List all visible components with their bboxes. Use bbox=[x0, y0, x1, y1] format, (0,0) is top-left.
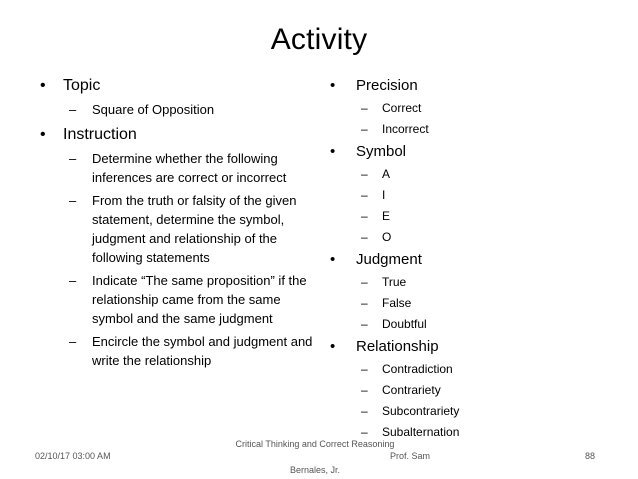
relationship-item bbox=[330, 403, 560, 420]
dash-icon: – bbox=[361, 383, 368, 397]
dash-icon: – bbox=[361, 404, 368, 418]
instruction-text: Indicate “The same proposition” if the relationship came from the same symbol and the same judgment bbox=[92, 273, 307, 326]
relationship-text: Contrariety bbox=[382, 383, 441, 397]
instruction-text: Determine whether the following inferences are correct or incorrect bbox=[92, 151, 287, 185]
relationship-item bbox=[330, 361, 560, 378]
bullet-icon: • bbox=[330, 338, 336, 355]
relationship-text: Contradiction bbox=[382, 362, 453, 376]
footer-date: 02/10/17 03:00 AM bbox=[35, 451, 111, 461]
bullet-icon: • bbox=[40, 77, 46, 94]
dash-icon: – bbox=[361, 362, 368, 376]
symbol-item bbox=[330, 229, 560, 246]
dash-icon: – bbox=[361, 275, 368, 289]
judgment-label: Judgment bbox=[356, 251, 422, 268]
bullet-topic bbox=[40, 76, 320, 96]
judgment-text: Doubtful bbox=[382, 317, 427, 331]
instruction-item bbox=[40, 332, 320, 370]
precision-label: Precision bbox=[356, 77, 418, 94]
precision-item bbox=[330, 121, 560, 138]
dash-icon: – bbox=[69, 334, 77, 349]
bullet-icon: • bbox=[330, 143, 336, 160]
topic-text: Square of Opposition bbox=[92, 102, 215, 117]
instruction-text: Encircle the symbol and judgment and write the relationship bbox=[92, 334, 313, 368]
judgment-text: False bbox=[382, 296, 412, 310]
symbol-label: Symbol bbox=[356, 143, 407, 160]
dash-icon: – bbox=[69, 193, 77, 208]
symbol-text: A bbox=[382, 167, 391, 181]
judgment-item bbox=[330, 274, 560, 291]
dash-icon: – bbox=[361, 317, 368, 331]
dash-icon: – bbox=[361, 425, 368, 439]
bullet-judgment bbox=[330, 250, 560, 270]
left-column bbox=[40, 76, 320, 374]
bullet-relationship bbox=[330, 337, 560, 357]
dash-icon: – bbox=[361, 122, 368, 136]
slide-title: Activity bbox=[270, 23, 368, 56]
sub-item-topic bbox=[40, 100, 320, 119]
bullet-symbol bbox=[330, 142, 560, 162]
instruction-text: From the truth or falsity of the given statement, determine the symbol, judgment and relationship of the following statements bbox=[92, 193, 297, 265]
bullet-instruction bbox=[40, 125, 320, 145]
relationship-text: Subcontrariety bbox=[382, 404, 460, 418]
judgment-item bbox=[330, 316, 560, 333]
dash-icon: – bbox=[361, 167, 368, 181]
symbol-item bbox=[330, 166, 560, 183]
dash-icon: – bbox=[69, 151, 77, 166]
symbol-item bbox=[330, 187, 560, 204]
relationship-text: Subalternation bbox=[382, 425, 460, 439]
dash-icon: – bbox=[361, 101, 368, 115]
precision-text: Correct bbox=[382, 101, 422, 115]
instruction-item bbox=[40, 271, 320, 328]
dash-icon: – bbox=[361, 188, 368, 202]
instruction-label: Instruction bbox=[63, 126, 137, 143]
symbol-text: E bbox=[382, 209, 391, 223]
bullet-precision bbox=[330, 76, 560, 96]
dash-icon: – bbox=[361, 209, 368, 223]
judgment-text: True bbox=[382, 275, 407, 289]
precision-text: Incorrect bbox=[382, 122, 429, 136]
instruction-item bbox=[40, 191, 320, 267]
relationship-item bbox=[330, 382, 560, 399]
bullet-icon: • bbox=[330, 251, 336, 268]
footer-course: Critical Thinking and Correct Reasoning bbox=[235, 439, 395, 449]
dash-icon: – bbox=[69, 102, 77, 117]
slide-number: 88 bbox=[585, 451, 596, 461]
judgment-item bbox=[330, 295, 560, 312]
instruction-item bbox=[40, 149, 320, 187]
dash-icon: – bbox=[69, 273, 77, 288]
precision-item bbox=[330, 100, 560, 117]
symbol-text: O bbox=[382, 230, 392, 244]
symbol-text: I bbox=[382, 188, 386, 202]
relationship-label: Relationship bbox=[356, 338, 439, 355]
dash-icon: – bbox=[361, 296, 368, 310]
bullet-icon: • bbox=[40, 126, 46, 143]
dash-icon: – bbox=[361, 230, 368, 244]
bullet-icon: • bbox=[330, 77, 336, 94]
topic-label: Topic bbox=[63, 77, 101, 94]
footer-author: Bernales, Jr. bbox=[290, 465, 341, 475]
right-column bbox=[330, 76, 560, 445]
symbol-item bbox=[330, 208, 560, 225]
footer-prof: Prof. Sam bbox=[390, 451, 431, 461]
